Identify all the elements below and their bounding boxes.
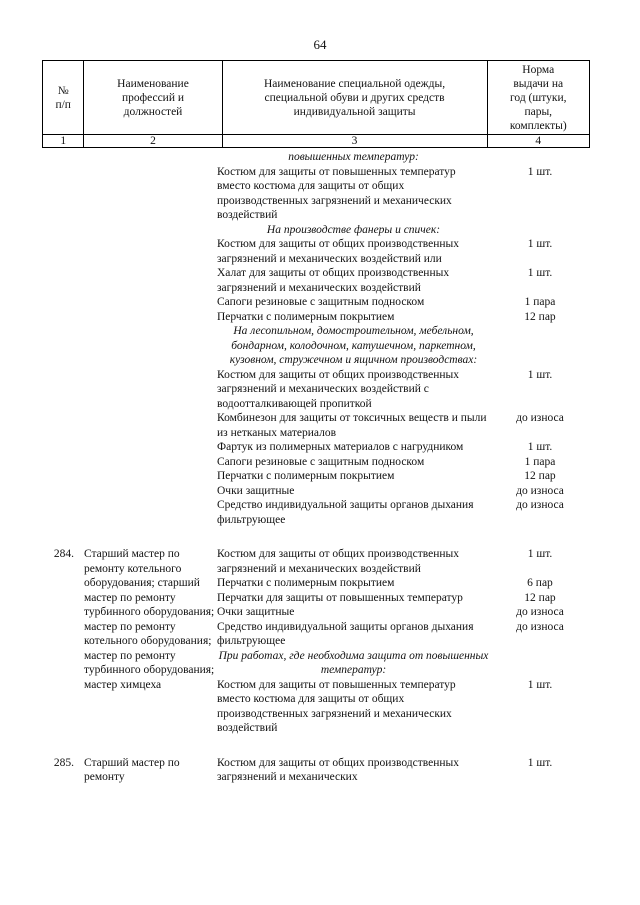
issue-norm: 1 шт. [527,548,553,560]
issue-norm: 6 пар [527,577,553,589]
equipment-item [217,605,590,620]
col-index-4: 4 [487,135,590,148]
issue-norm [490,223,590,238]
equipment-list [217,150,590,527]
equipment-item [217,310,590,325]
issue-norm: до износа [516,620,564,633]
equipment-name: Перчатки с полимерным покрытием [217,470,395,482]
issue-norm [490,150,590,165]
equipment-item [217,547,590,576]
equipment-item [217,576,590,591]
issue-norm [490,324,590,368]
equipment-item [217,440,590,455]
issue-norm: до износа [516,412,564,424]
equipment-name: Перчатки с полимерным покрытием [217,310,395,323]
equipment-name: Фартук из полимерных материалов с нагрудником [217,441,464,453]
table-body [42,150,590,785]
section-heading-text: При работах, где необходима защита от повышенных температур: [218,649,489,676]
equipment-item [217,266,590,295]
row-spacer [42,527,590,547]
issue-norm: до износа [516,484,564,497]
equipment-list [217,756,590,785]
equipment-item [217,368,590,412]
equipment-name: Перчатки для защиты от повышенных температур [217,591,463,604]
profession-cell: Старший мастер по ремонту котельного оборудования; старший мастер по ремонту турбинного оборудования; мастер по ремонту котельного оборудования; мастер по ремонту турбинного оборудования; мастер химцеха [84,548,215,691]
equipment-name: Костюм для защиты от общих производственных загрязнений и механических воздействий с водоотталкивающей пропиткой [217,368,459,410]
equipment-name: Комбинезон для защиты от токсичных веществ и пыли из нетканых материалов [217,412,487,439]
equipment-list [217,547,590,736]
equipment-name: Сапоги резиновые с защитным подноском [217,296,425,308]
col-header-profession-text: Наименование профессий и должностей [117,77,189,118]
issue-norm: 1 шт. [527,756,553,769]
equipment-item [217,165,590,223]
col-index-3: 3 [222,135,487,148]
col-index-1: 1 [43,135,84,148]
issue-norm [490,649,590,678]
row-number [42,150,80,527]
section-heading [217,649,590,678]
equipment-item [217,756,590,785]
equipment-item [217,498,590,527]
issue-norm: 1 шт. [527,441,553,453]
col-header-number [43,61,84,135]
table-row-284 [42,547,590,736]
col-header-profession [84,61,222,135]
equipment-name: Костюм для защиты от общих производственных загрязнений и механических [217,756,459,783]
equipment-name: Сапоги резиновые с защитным подноском [217,455,425,468]
equipment-name: Костюм для защиты от повышенных температур вместо костюма для защиты от общих производственных загрязнений и механических воздействий [217,678,456,734]
issue-norm: 1 пара [524,296,556,308]
issue-norm: 12 пар [524,470,556,482]
section-heading [217,150,590,165]
equipment-item [217,484,590,499]
issue-norm: 1 шт. [527,678,553,691]
equipment-item [217,455,590,470]
issue-norm: 12 пар [524,591,556,604]
equipment-name: Очки защитные [217,606,295,618]
col-header-number-text: № п/п [55,84,71,111]
section-heading-text: повышенных температур: [288,151,419,163]
equipment-name: Перчатки с полимерным покрытием [217,577,395,589]
col-header-equipment [222,61,487,135]
issue-norm: до износа [516,606,564,618]
section-heading [217,223,590,238]
col-index-2: 2 [84,135,222,148]
equipment-item [217,591,590,606]
issue-norm: 1 шт. [527,165,553,178]
row-number: 285. [53,756,74,769]
equipment-name: Средство индивидуальной защиты органов дыхания фильтрующее [217,620,474,647]
equipment-item [217,237,590,266]
row-spacer [42,736,590,756]
issue-norm: 1 шт. [527,238,553,250]
col-header-norm-text: Норма выдачи на год (штуки, пары, комплекты) [509,63,567,132]
issue-norm: 1 пара [524,455,556,468]
col-header-norm [487,61,590,135]
equipment-item [217,411,590,440]
section-heading-text: На лесопильном, домостроительном, мебельном, бондарном, колодочном, катушечном, паркетном, кузовном, стружечном и ящичном производствах: [229,325,478,366]
issue-norm: 1 шт. [527,368,553,381]
row-number: 284. [53,548,74,560]
equipment-item [217,620,590,649]
issue-norm: 1 шт. [527,267,553,279]
table-row-continued [42,150,590,527]
equipment-name: Средство индивидуальной защиты органов дыхания фильтрующее [217,499,474,526]
equipment-name: Очки защитные [217,484,295,497]
issue-norm: 12 пар [524,310,556,323]
profession-cell: Старший мастер по ремонту [84,756,180,783]
equipment-name: Костюм для защиты от повышенных температур вместо костюма для защиты от общих производственных загрязнений и механических воздействий [217,165,456,221]
equipment-name: Костюм для защиты от общих производственных загрязнений и механических воздействий [217,548,459,575]
section-heading [217,324,590,368]
issue-norm: до износа [516,499,564,511]
equipment-item [217,678,590,736]
equipment-name: Халат для защиты от общих производственных загрязнений и механических воздействий [217,267,450,294]
col-header-equipment-text: Наименование специальной одежды, специальной обуви и других средств индивидуальной защиты [263,77,446,118]
profession-cell [80,150,217,527]
section-heading-text: На производстве фанеры и спичек: [266,223,441,236]
equipment-name: Костюм для защиты от общих производственных загрязнений и механических воздействий или [217,238,459,265]
equipment-item [217,295,590,310]
page-number: 64 [313,37,327,52]
table-row-285 [42,756,590,785]
equipment-item [217,469,590,484]
table-header [42,60,590,148]
